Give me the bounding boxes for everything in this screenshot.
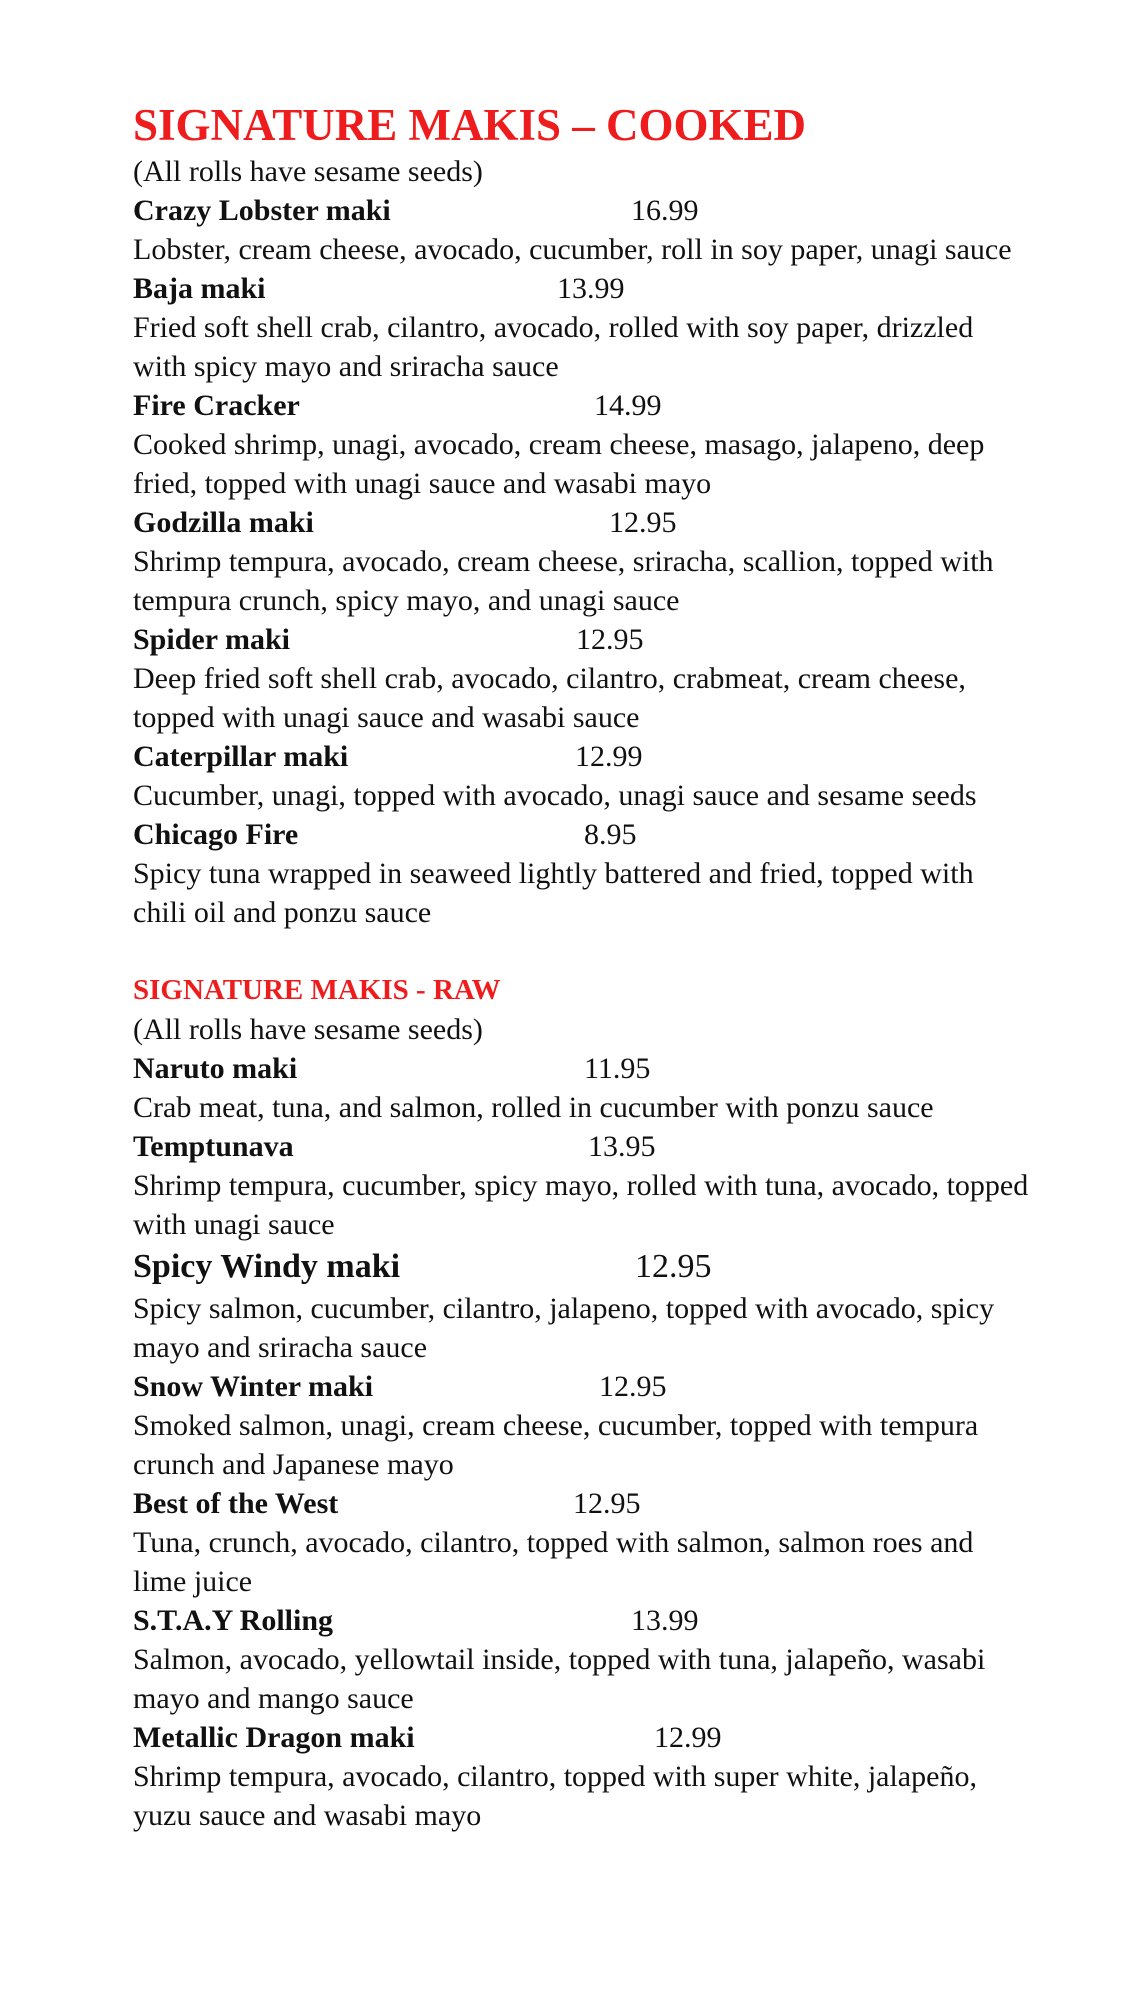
section-note-cooked: (All rolls have sesame seeds) — [133, 155, 483, 188]
menu-item — [133, 620, 1033, 737]
section-note-raw: (All rolls have sesame seeds) — [133, 1013, 483, 1046]
item-price: 13.95 — [588, 1130, 656, 1163]
item-name: Fire Cracker — [133, 389, 300, 422]
menu-item — [133, 1127, 1033, 1244]
section-spacer — [133, 932, 1033, 971]
item-name: Chicago Fire — [133, 818, 299, 851]
menu-item — [133, 1244, 1033, 1367]
item-name: S.T.A.Y Rolling — [133, 1604, 334, 1637]
item-description: Spicy salmon, cucumber, cilantro, jalapeno, topped with avocado, spicy mayo and sriracha sauce — [133, 1292, 995, 1364]
item-price: 12.95 — [599, 1370, 667, 1403]
item-price: 12.95 — [635, 1248, 712, 1285]
menu-item — [133, 503, 1033, 620]
item-price: 12.99 — [654, 1721, 722, 1754]
item-price: 16.99 — [631, 194, 699, 227]
item-price: 14.99 — [594, 389, 662, 422]
item-description: Shrimp tempura, avocado, cream cheese, sriracha, scallion, topped with tempura crunch, spicy mayo, and unagi sauce — [133, 545, 994, 617]
item-price: 12.95 — [609, 506, 677, 539]
item-description: Lobster, cream cheese, avocado, cucumber, roll in soy paper, unagi sauce — [133, 233, 1012, 266]
section-title-raw: SIGNATURE MAKIS - RAW — [133, 974, 501, 1006]
item-name: Caterpillar maki — [133, 740, 349, 773]
item-description: Salmon, avocado, yellowtail inside, topped with tuna, jalapeño, wasabi mayo and mango sauce — [133, 1643, 986, 1715]
menu-item — [133, 737, 1033, 815]
item-description: Cucumber, unagi, topped with avocado, unagi sauce and sesame seeds — [133, 779, 977, 812]
item-description: Crab meat, tuna, and salmon, rolled in cucumber with ponzu sauce — [133, 1091, 934, 1124]
menu-item — [133, 815, 1033, 932]
menu-item — [133, 269, 1033, 386]
item-description: Tuna, crunch, avocado, cilantro, topped with salmon, salmon roes and lime juice — [133, 1526, 974, 1598]
item-name: Spicy Windy maki — [133, 1248, 401, 1285]
item-name: Temptunava — [133, 1130, 294, 1163]
item-name: Godzilla maki — [133, 506, 314, 539]
item-price: 12.95 — [576, 623, 644, 656]
item-name: Crazy Lobster maki — [133, 194, 391, 227]
item-description: Deep fried soft shell crab, avocado, cilantro, crabmeat, cream cheese, topped with unagi sauce and wasabi sauce — [133, 662, 966, 734]
item-description: Shrimp tempura, cucumber, spicy mayo, rolled with tuna, avocado, topped with unagi sauce — [133, 1169, 1029, 1241]
section-title-cooked: SIGNATURE MAKIS – COOKED — [133, 100, 807, 150]
item-name: Naruto maki — [133, 1052, 298, 1085]
item-price: 12.99 — [575, 740, 643, 773]
menu-item — [133, 1049, 1033, 1127]
menu-item — [133, 1484, 1033, 1601]
item-description: Shrimp tempura, avocado, cilantro, topped with super white, jalapeño, yuzu sauce and wasabi mayo — [133, 1760, 977, 1832]
menu-item — [133, 191, 1033, 269]
item-description: Fried soft shell crab, cilantro, avocado, rolled with soy paper, drizzled with spicy mayo and sriracha sauce — [133, 311, 974, 383]
item-price: 8.95 — [584, 818, 637, 851]
item-description: Spicy tuna wrapped in seaweed lightly battered and fried, topped with chili oil and ponzu sauce — [133, 857, 974, 929]
item-price: 13.99 — [557, 272, 625, 305]
item-price: 12.95 — [573, 1487, 641, 1520]
menu-item — [133, 386, 1033, 503]
item-name: Spider maki — [133, 623, 290, 656]
item-description: Cooked shrimp, unagi, avocado, cream cheese, masago, jalapeno, deep fried, topped with unagi sauce and wasabi mayo — [133, 428, 985, 500]
item-description: Smoked salmon, unagi, cream cheese, cucumber, topped with tempura crunch and Japanese mayo — [133, 1409, 979, 1481]
menu-page — [133, 98, 1033, 1835]
item-name: Best of the West — [133, 1487, 339, 1520]
item-price: 11.95 — [584, 1052, 651, 1085]
item-name: Baja maki — [133, 272, 266, 305]
menu-item — [133, 1367, 1033, 1484]
item-name: Metallic Dragon maki — [133, 1721, 415, 1754]
menu-item — [133, 1601, 1033, 1718]
item-name: Snow Winter maki — [133, 1370, 374, 1403]
menu-item — [133, 1718, 1033, 1835]
item-price: 13.99 — [631, 1604, 699, 1637]
